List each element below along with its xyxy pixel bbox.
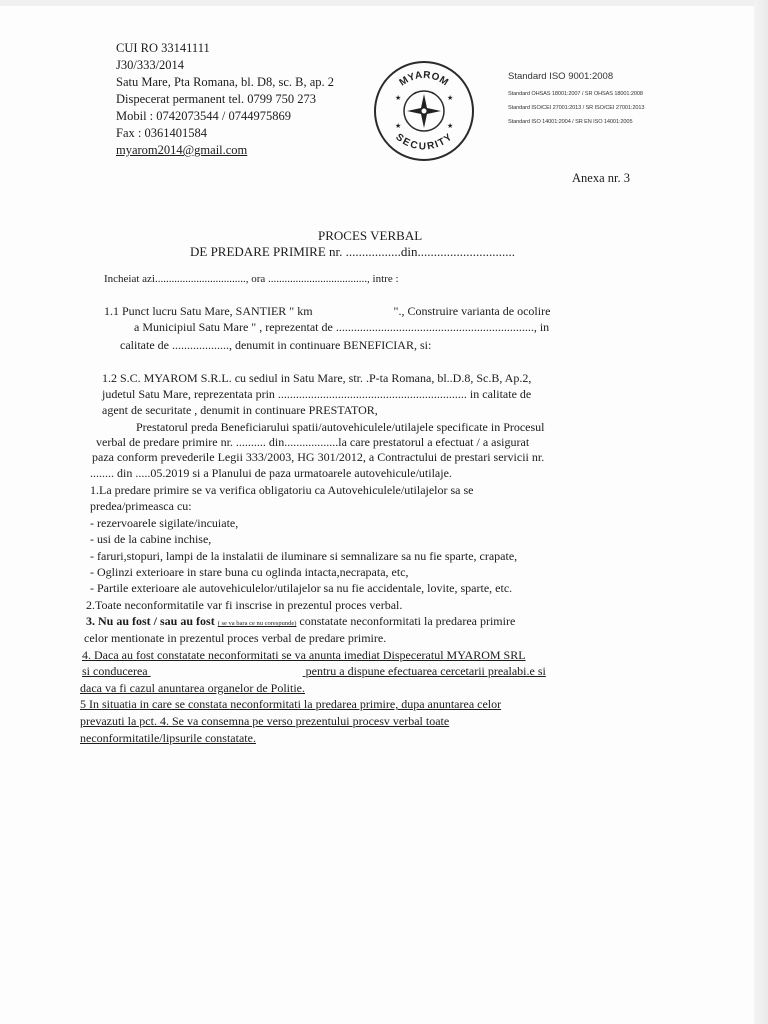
- paragraph-2: 2.Toate neconformitatile var fi inscrise in prezentul proces verbal.: [86, 598, 403, 612]
- paragraph-3-b: celor mentionate in prezentul proces verbal de predare primire.: [84, 631, 387, 645]
- paragraph-4-a: 4. Daca au fost constatate neconformitati se va anunta imediat Dispeceratul MYAROM SRL: [82, 648, 526, 662]
- check-intro-a: 1.La predare primire se va verifica obligatoriu ca Autovehiculele/utilajelor sa se: [90, 483, 474, 497]
- svg-text:★: ★: [447, 94, 454, 102]
- paragraph-handover-b: verbal de predare primire nr. .......... din..................la care prestatorul a efectuat / a asigurat: [96, 435, 530, 449]
- svg-text:★: ★: [395, 122, 402, 130]
- party-1-line-d: calitate de ..................., denumit in continuare BENEFICIAR, si:: [120, 338, 432, 352]
- company-address: Satu Mare, Pta Romana, bl. D8, sc. B, ap. 2: [116, 75, 335, 89]
- document-title: PROCES VERBAL: [318, 228, 423, 243]
- party-2-line-c: agent de securitate , denumit in continuare PRESTATOR,: [102, 403, 378, 417]
- company-dispatch-phone: Dispecerat permanent tel. 0799 750 273: [116, 92, 316, 106]
- page-right-edge: [754, 0, 768, 1024]
- paragraph-4-b1: si conducerea: [82, 664, 151, 678]
- svg-text:SECURITY: [393, 132, 454, 153]
- iso-standards: [508, 70, 644, 129]
- logo-top-text: MYAROM: [397, 69, 451, 89]
- paragraph-3-note: ( se va bara ce nu corespunde): [217, 620, 297, 627]
- paragraph-4-b2: pentru a dispune efectuarea cercetarii prealabi.e si: [302, 664, 546, 678]
- svg-text:★: ★: [395, 94, 402, 102]
- concluded-date-line: Incheiat azi................................., ora ...................................., intre :: [104, 273, 399, 285]
- company-mobile: Mobil : 0742073544 / 0744975869: [116, 109, 292, 123]
- logo-bottom-text: SECURITY: [393, 131, 455, 153]
- party-2-line-b: judetul Satu Mare, reprezentata prin ............................................................... in calitate de: [102, 387, 532, 401]
- myarom-security-logo: [371, 58, 477, 164]
- company-fax: Fax : 0361401584: [116, 126, 207, 140]
- paragraph-4-b: [82, 664, 546, 679]
- compass-star-icon: [407, 94, 441, 128]
- logo-seal: [371, 58, 477, 164]
- company-email: myarom2014@gmail.com: [116, 143, 248, 157]
- paragraph-handover-a: Prestatorul preda Beneficiarului spatii/autovehiculele/utilajele specificate in Procesul: [136, 420, 545, 434]
- company-header: [116, 40, 334, 159]
- check-intro-b: predea/primeasca cu:: [90, 499, 192, 513]
- check-item-4: - Oglinzi exterioare in stare buna cu oglinda intacta,necrapata, etc,: [90, 565, 409, 579]
- paragraph-handover-c: paza conform prevederile Legii 333/2003, HG 301/2012, a Contractului de prestari servicii nr.: [92, 450, 545, 464]
- standard-ohsas: Standard OHSAS 18001:2007 / SR OHSAS 18001:2008: [508, 91, 643, 97]
- annex-number: Anexa nr. 3: [572, 171, 630, 185]
- paragraph-3-rest: constatate neconformitati la predarea primire: [296, 614, 516, 628]
- party-1-line-a: [104, 304, 550, 319]
- check-item-1: - rezervoarele sigilate/incuiate,: [90, 516, 239, 530]
- document-subtitle: DE PREDARE PRIMIRE nr. .................din..............................: [190, 244, 516, 259]
- party-1-text-b: "., Construire varianta de ocolire: [393, 304, 551, 318]
- party-1-line-c: a Municipiul Satu Mare " , reprezentat de .................................................................., in: [134, 320, 550, 334]
- standard-iso-14001: Standard ISO 14001:2004 / SR EN ISO 14001:2005: [508, 119, 633, 125]
- party-2-line-a: 1.2 S.C. MYAROM S.R.L. cu sediul in Satu Mare, str. .P-ta Romana, bl..D.8, Sc.B, Ap.2,: [102, 371, 532, 385]
- check-item-3: - faruri,stopuri, lampi de la instalatii de iluminare si semnalizare sa nu fie sparte, crapate,: [90, 549, 518, 563]
- paragraph-3-a: [86, 614, 515, 629]
- company-cui: CUI RO 33141111: [116, 41, 210, 55]
- standard-iso-9001: Standard ISO 9001:2008: [508, 71, 614, 82]
- svg-text:MYAROM: [398, 70, 451, 89]
- paragraph-5-b: prevazuti la pct. 4. Se va consemna pe verso prezentului procesv verbal toate: [80, 714, 450, 728]
- paragraph-handover-d: ........ din .....05.2019 si a Planului de paza urmatoarele autovehicule/utilaje.: [90, 466, 452, 480]
- paragraph-5-a: 5 In situatia in care se constata neconformitati la predarea primire, dupa anuntarea celor: [80, 697, 502, 711]
- company-registration: J30/333/2014: [116, 58, 185, 72]
- svg-text:★: ★: [447, 122, 454, 130]
- check-item-2: - usi de la cabine inchise,: [90, 532, 212, 546]
- paragraph-5-c: neconformitatile/lipsurile constatate.: [80, 731, 256, 745]
- check-item-5: - Partile exterioare ale autovehiculelor/utilajelor sa nu fie accidentale, lovite, sparte, etc.: [90, 581, 513, 595]
- paragraph-3-bold: 3. Nu au fost / sau au fost: [86, 614, 215, 628]
- party-1-text-a: 1.1 Punct lucru Satu Mare, SANTIER " km: [104, 304, 316, 318]
- page-top-edge: [0, 0, 768, 6]
- paragraph-4-c: daca va fi cazul anuntarea organelor de Politie.: [80, 681, 306, 695]
- standard-iso-27001: Standard ISO/CEI 27001:2013 / SR ISO/CEI 27001:2013: [508, 105, 645, 111]
